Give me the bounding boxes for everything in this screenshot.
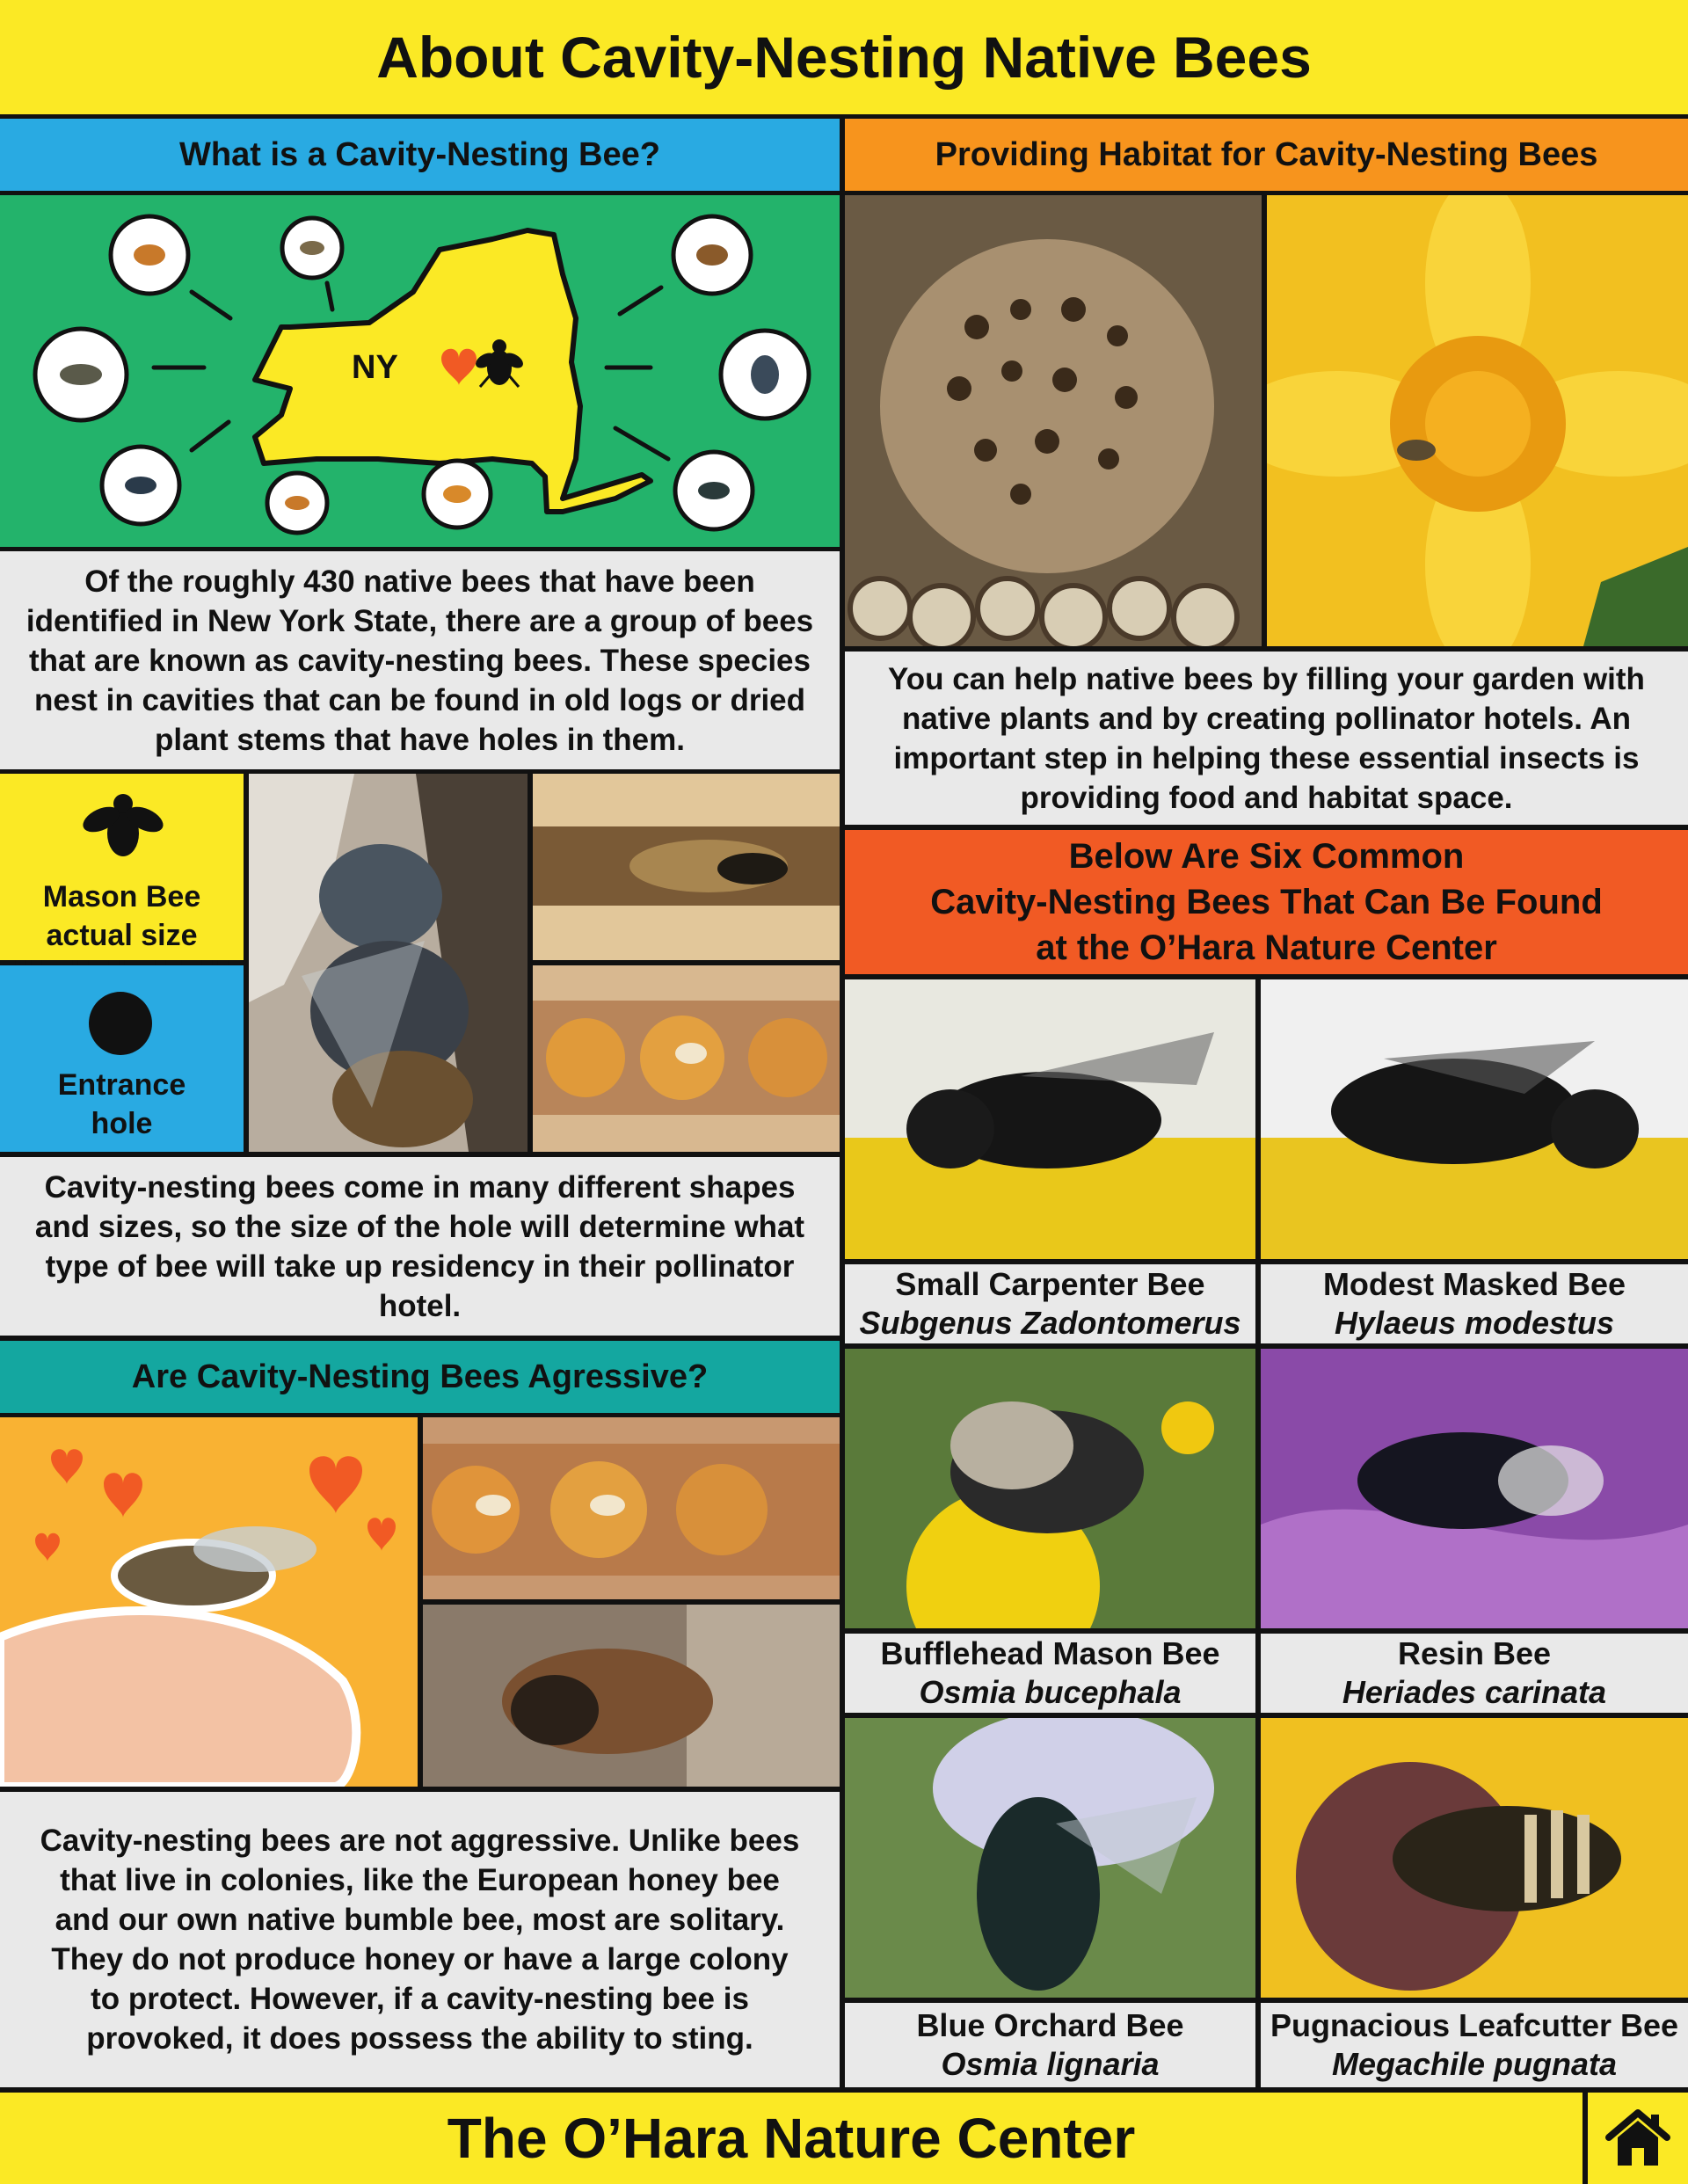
bee-label-6: Pugnacious Leafcutter Bee Megachile pugnata (1261, 2003, 1688, 2087)
section-heading-habitat: Providing Habitat for Cavity-Nesting Bees (845, 119, 1688, 191)
heart-icon (35, 1533, 60, 1562)
heart-icon (367, 1518, 396, 1551)
size-paragraph: Cavity-nesting bees come in many different shapes and sizes, so the size of the hole will determine what type of bee will take up residency in their pollinator hotel. (0, 1157, 840, 1336)
pugnacious-leafcutter-bee-photo (1261, 1718, 1688, 1998)
home-button[interactable] (1588, 2093, 1688, 2184)
habitat-paragraph: You can help native bees by filling your garden with native plants and by creating pollinator hotels. An important step in helping these essential insects is providing food and habitat space. (845, 652, 1688, 825)
bee-label-1: Small Carpenter Bee Subgenus Zadontomerus (845, 1264, 1255, 1343)
entrance-hole-panel (0, 965, 244, 1152)
bee-label-4: Resin Bee Heriades carinata (1261, 1634, 1688, 1713)
footer-title: The O’Hara Nature Center (0, 2093, 1582, 2184)
ny-label: NY (352, 349, 398, 386)
resin-bee-photo (1261, 1349, 1688, 1628)
six-bees-heading: Below Are Six Common Cavity-Nesting Bees That Can Be Found at the O’Hara Nature Center (845, 830, 1688, 974)
ny-map-panel (0, 195, 840, 547)
bee-label-2: Modest Masked Bee Hylaeus modestus (1261, 1264, 1688, 1343)
section-heading-what-is: What is a Cavity-Nesting Bee? (0, 119, 840, 191)
bee-in-wood-photo (423, 1605, 840, 1787)
entrance-hole-label: Entrance hole (57, 1068, 186, 1140)
mason-bee-icon (79, 794, 167, 856)
nest-cells-photo-2 (423, 1417, 840, 1599)
modest-masked-bee-photo (1261, 979, 1688, 1259)
page-title: About Cavity-Nesting Native Bees (0, 0, 1688, 114)
nest-tube-bee-photo (533, 774, 840, 960)
entrance-hole-icon (89, 992, 152, 1055)
bee-label-5: Blue Orchard Bee Osmia lignaria (845, 2003, 1255, 2087)
bufflehead-mason-bee-photo (845, 1349, 1255, 1628)
home-icon (1605, 2108, 1670, 2169)
small-carpenter-bee-photo (845, 979, 1255, 1259)
bee-on-finger-photo (0, 1417, 418, 1787)
nest-cells-photo (533, 965, 840, 1152)
heart-icon (104, 1473, 142, 1518)
mason-bee-label: Mason Bee actual size (42, 880, 201, 952)
mason-bee-size-panel (0, 774, 244, 960)
heart-icon (309, 1456, 362, 1514)
yellow-flower-photo (1267, 195, 1688, 646)
aggressive-paragraph: Cavity-nesting bees are not aggressive. Unlike bees that live in colonies, like the European honey bee and our own native bumble bee, most are solitary. They do not produce honey or have a large colony to protect. However, if a cavity-nesting bee is provoked, it does possess the ability to sting. (0, 1792, 840, 2087)
blue-orchard-bee-photo (845, 1718, 1255, 1998)
pollinator-hotel-photo (845, 195, 1262, 646)
heart-icon (51, 1449, 83, 1484)
bee-label-3: Bufflehead Mason Bee Osmia bucephala (845, 1634, 1255, 1713)
mason-bee-closeup-photo (249, 774, 528, 1152)
section-heading-aggressive: Are Cavity-Nesting Bees Agressive? (0, 1341, 840, 1413)
what-is-paragraph: Of the roughly 430 native bees that have been identified in New York State, there are a group of bees that are known as cavity-nesting bees. These species nest in cavities that can be found in old logs or dried plant stems that have holes in them. (0, 551, 840, 769)
